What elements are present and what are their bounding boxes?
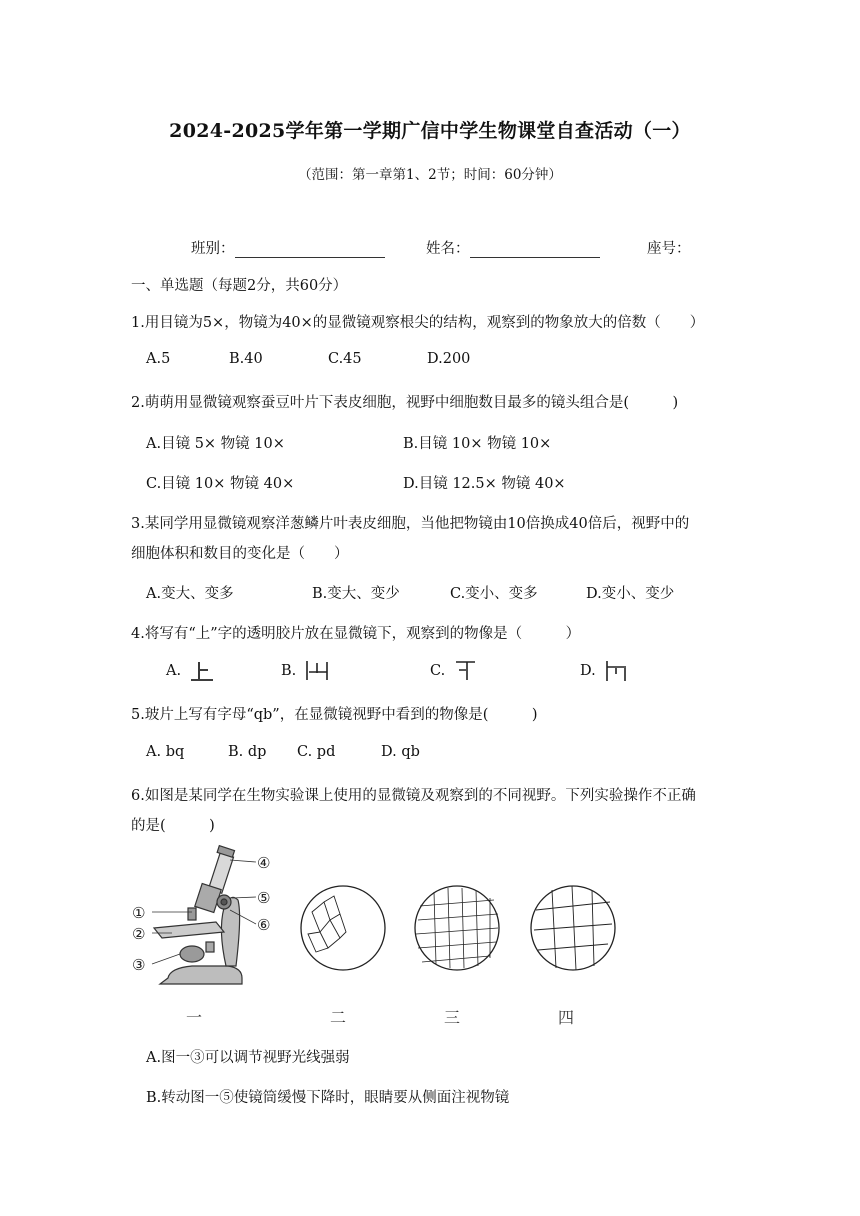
q1-option-b: B.40 [229,351,263,367]
section-heading: 一、单选题（每题2分，共60分） [131,278,348,294]
figure-labels [186,1008,574,1027]
q4-option-d [580,660,628,682]
seat-label: 座号： [647,241,691,257]
question-3-stem-line2: 细胞体积和数目的变化是（ ） [131,546,349,562]
q4-option-d-label: D. [580,663,596,679]
name-blank[interactable] [470,243,600,258]
rotated-shang-glyph-b [305,660,329,682]
q1-option-d: D.200 [427,351,471,367]
question-1-stem: 1.用目镜为5×，物镜为40×的显微镜观察根尖的结构，观察到的物象放大的倍数（ ） [131,315,705,331]
inverted-shang-glyph [454,660,476,682]
question-6-stem-line2: 的是( ) [131,818,215,834]
field-of-view-3 [415,886,499,970]
question-2-stem: 2.萌萌用显微镜观察蚕豆叶片下表皮细胞，视野中细胞数目最多的镜头组合是( ) [131,395,679,411]
q1-option-a: A.5 [146,351,171,367]
q3-option-d: D.变小、变少 [586,586,675,602]
q2-option-d: D.目镜 12.5× 物镜 40× [403,476,566,492]
question-4-stem: 4.将写有“上”字的透明胶片放在显微镜下，观察到的物像是（ ） [131,626,581,642]
figure-label-3: 三 [444,1008,461,1027]
marker-6: ⑥ [257,916,271,934]
marker-3: ③ [132,956,146,974]
microscope-illustration [154,846,242,984]
field-of-view-2 [301,886,385,970]
field-of-view-4 [531,886,615,970]
q1-option-c: C.45 [328,351,362,367]
class-field [191,237,385,258]
q2-option-a: A.目镜 5× 物镜 10× [146,436,285,452]
q5-option-d: D. qb [381,744,420,760]
name-label: 姓名： [426,241,470,257]
seat-field [647,237,691,258]
class-blank[interactable] [235,243,385,258]
question-3-stem-line1: 3.某同学用显微镜观察洋葱鳞片叶表皮细胞，当他把物镜由10倍换成40倍后，视野中的 [131,516,690,532]
q3-option-b: B.变大、变少 [312,586,400,602]
figure-label-4: 四 [558,1008,575,1027]
page-subtitle: （范围：第一章第1、2节；时间：60分钟） [298,167,562,183]
name-field [426,237,600,258]
q5-option-b: B. dp [228,744,267,760]
question-6-stem-line1: 6.如图是某同学在生物实验课上使用的显微镜及观察到的不同视野。下列实验操作不正确 [131,788,696,804]
marker-2: ② [132,925,146,943]
q4-option-c-label: C. [430,663,446,679]
figure-label-1: 一 [186,1008,203,1027]
q4-option-b [281,660,329,682]
label-leaders [152,860,256,964]
figure-label-2: 二 [330,1008,347,1027]
marker-4: ④ [257,854,271,872]
q4-option-c [430,660,476,682]
q2-option-c: C.目镜 10× 物镜 40× [146,476,295,492]
q3-option-a: A.变大、变多 [146,586,234,602]
marker-1: ① [132,904,146,922]
q6-option-b: B.转动图一⑤使镜筒缓慢下降时，眼睛要从侧面注视物镜 [146,1090,510,1106]
q4-option-a [166,660,214,682]
rotated-shang-glyph-d [604,660,628,682]
page-title: 2024-2025学年第一学期广信中学生物课堂自查活动（一） [169,120,691,142]
q5-option-a: A. bq [146,744,185,760]
q3-option-c: C.变小、变多 [450,586,538,602]
q4-option-a-label: A. [166,663,182,679]
upright-shang-glyph [190,660,214,682]
q5-option-c: C. pd [297,744,336,760]
q6-option-a: A.图一③可以调节视野光线强弱 [146,1050,350,1066]
microscope-figure [120,840,620,1030]
q4-option-b-label: B. [281,663,297,679]
marker-5: ⑤ [257,889,271,907]
class-label: 班别： [191,241,235,257]
question-5-stem: 5.玻片上写有字母“qb”，在显微镜视野中看到的物像是( ) [131,707,538,723]
q2-option-b: B.目镜 10× 物镜 10× [403,436,552,452]
